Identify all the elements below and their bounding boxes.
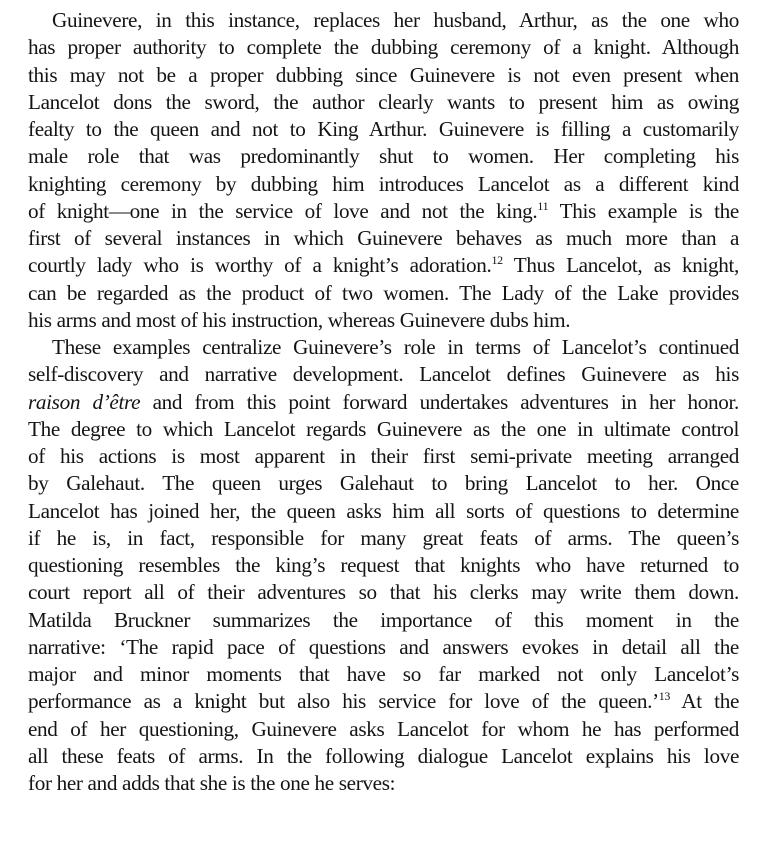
document-page bbox=[28, 7, 739, 797]
text-segment: courtly lady who is worthy of a knight’s adoration. bbox=[28, 253, 492, 278]
text-line: of his actions is most apparent in their first semi-private meeting arranged bbox=[28, 444, 739, 468]
text-segment: This example is the bbox=[548, 198, 739, 223]
italic-phrase: raison d’être bbox=[28, 389, 141, 414]
text-line: can be regarded as the product of two women. The Lady of the Lake provides bbox=[28, 280, 739, 305]
text-line: all these feats of arms. In the following dialogue Lancelot explains his love bbox=[28, 743, 739, 768]
text-line bbox=[28, 688, 739, 715]
text-line bbox=[28, 389, 739, 416]
text-line: has proper authority to complete the dubbing ceremony of a knight. Although bbox=[28, 35, 739, 60]
text-line: for her and adds that she is the one he serves: bbox=[28, 771, 396, 795]
text-segment: At the bbox=[670, 689, 739, 714]
text-line: Matilda Bruckner summarizes the importance of this moment in the bbox=[28, 607, 739, 632]
text-line: Lancelot dons the sword, the author clearly wants to present him as owing bbox=[28, 89, 739, 114]
text-line: The degree to which Lancelot regards Guinevere as the one in ultimate control bbox=[28, 416, 739, 441]
text-line: end of her questioning, Guinevere asks Lancelot for whom he has performed bbox=[28, 716, 739, 741]
text-line: Guinevere, in this instance, replaces her husband, Arthur, as the one who bbox=[52, 8, 739, 32]
text-segment: of knight—one in the service of love and not the king. bbox=[28, 198, 538, 223]
text-line: male role that was predominantly shut to women. Her completing his bbox=[28, 144, 739, 169]
text-line: major and minor moments that have so far marked not only Lancelot’s bbox=[28, 662, 739, 686]
text-segment: performance as a knight but also his service for love of the queen.’ bbox=[28, 689, 659, 714]
paragraph bbox=[28, 7, 739, 334]
text-line: These examples centralize Guinevere’s role in terms of Lancelot’s continued bbox=[52, 335, 739, 359]
text-line: Lancelot has joined her, the queen asks him all sorts of questions to determine bbox=[28, 498, 739, 523]
text-line: this may not be a proper dubbing since Guinevere is not even present when bbox=[28, 62, 739, 87]
text-line: knighting ceremony by dubbing him introduces Lancelot as a different kind bbox=[28, 171, 739, 196]
text-segment: and from this point forward undertakes adventures in her honor. bbox=[140, 389, 739, 414]
text-line bbox=[28, 252, 739, 279]
text-line: first of several instances in which Guinevere behaves as much more than a bbox=[28, 226, 739, 250]
footnote-marker[interactable]: 12 bbox=[491, 253, 503, 268]
paragraph bbox=[28, 334, 739, 797]
text-line bbox=[28, 198, 739, 225]
body-text bbox=[28, 7, 739, 797]
footnote-marker[interactable]: 11 bbox=[537, 198, 549, 213]
text-line: court report all of their adventures so that his clerks may write them down. bbox=[28, 580, 739, 605]
text-line: if he is, in fact, responsible for many great feats of arms. The queen’s bbox=[28, 525, 739, 550]
text-segment: Thus Lancelot, as knight, bbox=[502, 253, 739, 278]
text-line: by Galehaut. The queen urges Galehaut to bring Lancelot to her. Once bbox=[28, 471, 739, 496]
footnote-marker[interactable]: 13 bbox=[658, 689, 671, 704]
text-line: questioning resembles the king’s request that knights who have returned to bbox=[28, 553, 739, 577]
text-line: fealty to the queen and not to King Arthur. Guinevere is filling a customarily bbox=[28, 117, 739, 141]
text-line: self-discovery and narrative development. Lancelot defines Guinevere as his bbox=[28, 362, 739, 387]
text-line: his arms and most of his instruction, whereas Guinevere dubs him. bbox=[28, 307, 571, 332]
text-line: narrative: ‘The rapid pace of questions and answers evokes in detail all the bbox=[28, 634, 739, 659]
